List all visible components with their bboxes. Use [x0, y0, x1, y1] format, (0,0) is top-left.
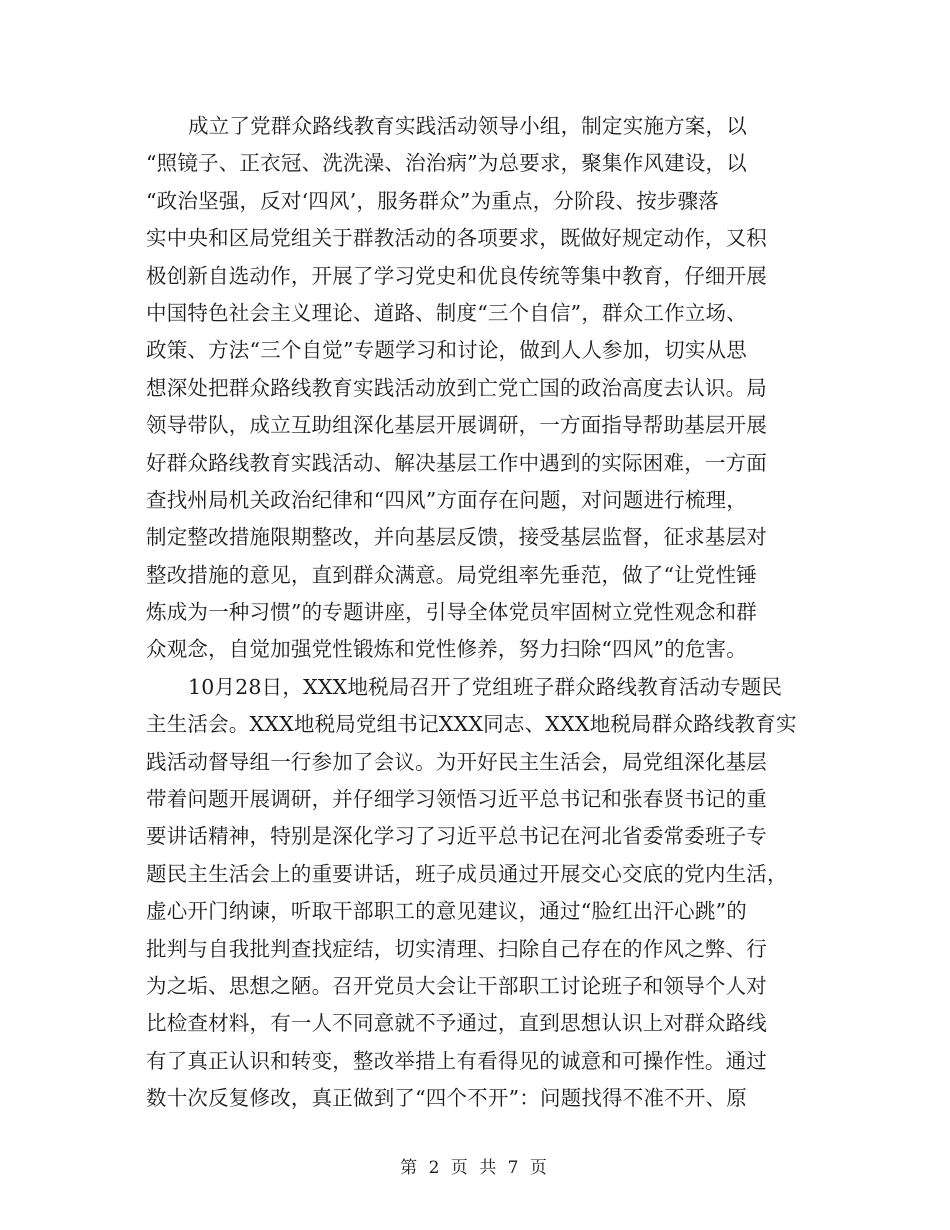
text-line: “政治坚强，反对‘四风’，服务群众”为重点，分阶段、按步骤落: [146, 188, 719, 213]
text-line: 实中央和区局党组关于群教活动的各项要求，既做好规定动作，又积: [146, 226, 767, 251]
text-line: 政策、方法“三个自觉”专题学习和讨论，做到人人参加，切实从思: [146, 338, 747, 363]
text-line: 众观念，自觉加强党性锻炼和党性修养，努力扫除“四风”的危害。: [146, 637, 747, 662]
text-line: 10月28日，XXX地税局召开了党组班子群众路线教育活动专题民: [188, 674, 783, 699]
document-body: [146, 108, 806, 1118]
text-line: 为之垢、思想之陋。召开党员大会让干部职工讨论班子和领导个人对: [146, 973, 767, 998]
text-line: 制定整改措施限期整改，并向基层反馈，接受基层监督，征求基层对: [146, 525, 767, 550]
page-number-footer: 第 2 页 共 7 页: [400, 1158, 550, 1178]
text-line: 极创新自选动作，开展了学习党史和优良传统等集中教育，仔细开展: [146, 263, 767, 288]
text-line: 主生活会。XXX地税局党组书记XXX同志、XXX地税局群众路线教育实: [146, 712, 797, 737]
text-line: 数十次反复修改，真正做到了“四个不开”：问题找得不准不开、原: [146, 1086, 747, 1111]
text-line: 整改措施的意见，直到群众满意。局党组率先垂范，做了“让党性锤: [146, 562, 757, 587]
text-line: 中国特色社会主义理论、道路、制度“三个自信”，群众工作立场、: [146, 300, 747, 325]
text-line: 践活动督导组一行参加了会议。为开好民主生活会，局党组深化基层: [146, 749, 767, 774]
text-line: 比检查材料，有一人不同意就不予通过，直到思想认识上对群众路线: [146, 1011, 767, 1036]
paragraph-2: [146, 669, 806, 1118]
text-line: 题民主生活会上的重要讲话，班子成员通过开展交心交底的党内生活，: [146, 861, 788, 886]
text-line: 查找州局机关政治纪律和“四风”方面存在问题，对问题进行梳理，: [146, 487, 747, 512]
text-line: 好群众路线教育实践活动、解决基层工作中遇到的实际困难，一方面: [146, 450, 767, 475]
text-line: 想深处把群众路线教育实践活动放到亡党亡国的政治高度去认识。局: [146, 375, 767, 400]
text-line: 要讲话精神，特别是深化学习了习近平总书记在河北省委常委班子专: [146, 824, 767, 849]
text-line: 带着问题开展调研，并仔细学习领悟习近平总书记和张春贤书记的重: [146, 787, 767, 812]
text-line: 领导带队，成立互助组深化基层开展调研，一方面指导帮助基层开展: [146, 413, 767, 438]
paragraph-1: [146, 108, 806, 669]
text-line: 炼成为一种习惯”的专题讲座，引导全体党员牢固树立党性观念和群: [146, 600, 757, 625]
text-line: 成立了党群众路线教育实践活动领导小组，制定实施方案，以: [188, 114, 747, 138]
text-line: 有了真正认识和转变，整改举措上有看得见的诚意和可操作性。通过: [146, 1048, 767, 1073]
text-line: 虚心开门纳谏，听取干部职工的意见建议，通过“脸红出汗心跳”的: [146, 899, 747, 924]
text-line: 批判与自我批判查找症结，切实清理、扫除自己存在的作风之弊、行: [146, 936, 767, 961]
text-line: “照镜子、正衣冠、洗洗澡、治治病”为总要求，聚集作风建设，以: [146, 151, 747, 176]
